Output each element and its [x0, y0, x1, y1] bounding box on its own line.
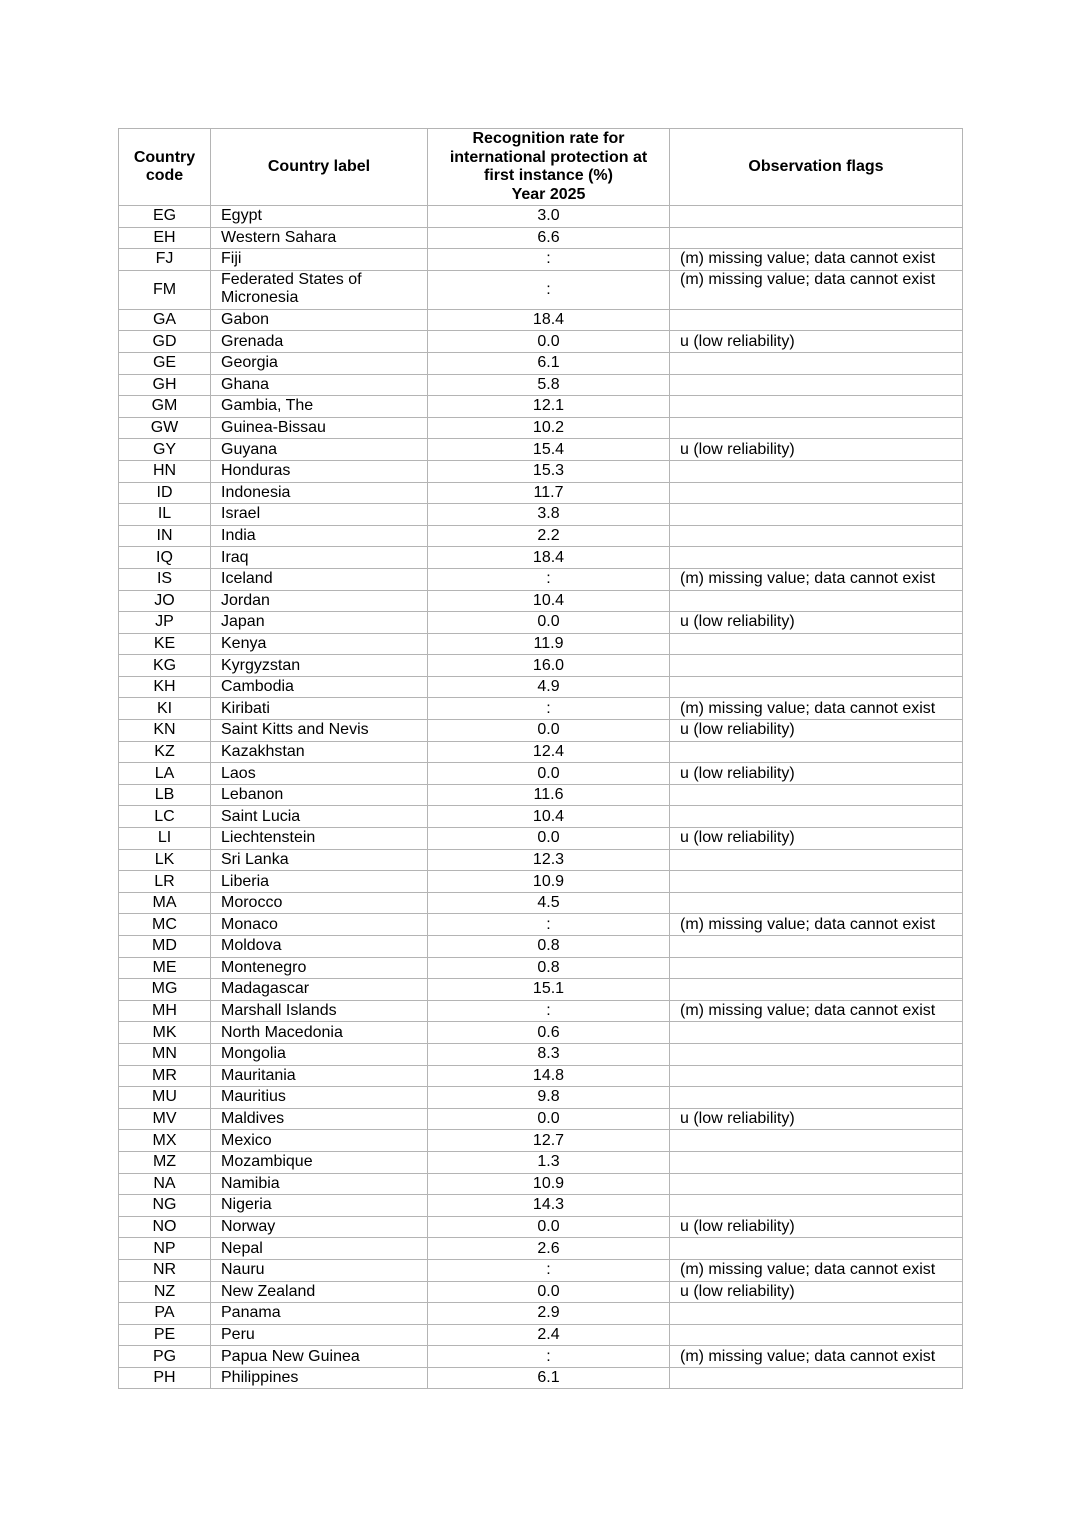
country-code-cell: NA — [119, 1173, 211, 1195]
table-row — [119, 1216, 963, 1238]
recognition-rate-cell: 5.8 — [428, 374, 670, 396]
country-label-cell: Kyrgyzstan — [211, 655, 428, 677]
table-row — [119, 547, 963, 569]
observation-flag-cell — [670, 1130, 963, 1152]
table-row — [119, 1173, 963, 1195]
observation-flag-cell — [670, 396, 963, 418]
observation-flag-cell — [670, 206, 963, 228]
table-row — [119, 249, 963, 271]
recognition-rate-cell: 3.8 — [428, 504, 670, 526]
table-row — [119, 1195, 963, 1217]
table-row — [119, 741, 963, 763]
country-code-cell: IN — [119, 525, 211, 547]
country-label-cell: Federated States of Micronesia — [211, 270, 428, 309]
table-row — [119, 1281, 963, 1303]
recognition-rate-cell: 10.9 — [428, 871, 670, 893]
country-code-cell: LC — [119, 806, 211, 828]
country-code-cell: MH — [119, 1000, 211, 1022]
country-label-cell: Mauritius — [211, 1087, 428, 1109]
table-row — [119, 763, 963, 785]
country-label-cell: Lebanon — [211, 784, 428, 806]
recognition-rate-cell: 0.8 — [428, 957, 670, 979]
country-label-cell: Grenada — [211, 331, 428, 353]
recognition-rate-cell: 18.4 — [428, 309, 670, 331]
recognition-rate-cell: : — [428, 249, 670, 271]
country-label-cell: Iraq — [211, 547, 428, 569]
country-code-cell: MC — [119, 914, 211, 936]
country-label-cell: Cambodia — [211, 676, 428, 698]
table-row — [119, 914, 963, 936]
recognition-rate-cell: 15.1 — [428, 979, 670, 1001]
observation-flag-cell: (m) missing value; data cannot exist — [670, 1259, 963, 1281]
table-row — [119, 806, 963, 828]
observation-flag-cell — [670, 227, 963, 249]
observation-flag-cell — [670, 1065, 963, 1087]
header-recognition-rate — [428, 129, 670, 206]
recognition-rate-cell: : — [428, 1000, 670, 1022]
observation-flag-cell: u (low reliability) — [670, 828, 963, 850]
country-label-cell: Nepal — [211, 1238, 428, 1260]
observation-flag-cell — [670, 504, 963, 526]
observation-flag-cell: u (low reliability) — [670, 720, 963, 742]
country-label-cell: Kiribati — [211, 698, 428, 720]
country-code-cell: PG — [119, 1346, 211, 1368]
table-row — [119, 374, 963, 396]
observation-flag-cell — [670, 979, 963, 1001]
header-recognition-rate-line-1: Recognition rate for — [472, 130, 625, 147]
table-header-row — [119, 129, 963, 206]
observation-flag-cell — [670, 1195, 963, 1217]
table-row — [119, 504, 963, 526]
recognition-rate-cell: 11.6 — [428, 784, 670, 806]
observation-flag-cell — [670, 957, 963, 979]
country-code-cell: JO — [119, 590, 211, 612]
observation-flag-cell — [670, 352, 963, 374]
header-recognition-rate-line-2: international protection at — [449, 148, 648, 166]
recognition-rate-cell: 2.6 — [428, 1238, 670, 1260]
recognition-rate-cell: 4.5 — [428, 892, 670, 914]
observation-flag-cell — [670, 460, 963, 482]
country-code-cell: GE — [119, 352, 211, 374]
recognition-rate-cell: 0.0 — [428, 1216, 670, 1238]
table-row — [119, 352, 963, 374]
country-code-cell: HN — [119, 460, 211, 482]
observation-flag-cell — [670, 633, 963, 655]
observation-flag-cell: (m) missing value; data cannot exist — [670, 698, 963, 720]
observation-flag-cell — [670, 1324, 963, 1346]
country-label-cell: Mauritania — [211, 1065, 428, 1087]
recognition-rate-cell: 6.6 — [428, 227, 670, 249]
recognition-rate-cell: 1.3 — [428, 1151, 670, 1173]
observation-flag-cell — [670, 1087, 963, 1109]
recognition-rate-cell: 10.2 — [428, 417, 670, 439]
table-body — [119, 206, 963, 1389]
recognition-rate-cell: 10.9 — [428, 1173, 670, 1195]
observation-flag-cell — [670, 1238, 963, 1260]
table-row — [119, 698, 963, 720]
header-recognition-rate-line-3: first instance (%) — [484, 167, 613, 184]
country-label-cell: Mozambique — [211, 1151, 428, 1173]
country-code-cell: KI — [119, 698, 211, 720]
country-label-cell: Gambia, The — [211, 396, 428, 418]
table-row — [119, 1238, 963, 1260]
country-label-cell: Peru — [211, 1324, 428, 1346]
country-code-cell: LR — [119, 871, 211, 893]
country-label-cell: Iceland — [211, 568, 428, 590]
table-row — [119, 612, 963, 634]
recognition-rate-cell: : — [428, 568, 670, 590]
recognition-rate-cell: 12.4 — [428, 741, 670, 763]
country-label-cell: Guinea-Bissau — [211, 417, 428, 439]
country-code-cell: GM — [119, 396, 211, 418]
country-label-cell: Jordan — [211, 590, 428, 612]
observation-flag-cell — [670, 547, 963, 569]
country-code-cell: NR — [119, 1259, 211, 1281]
header-recognition-rate-line-4: Year 2025 — [511, 185, 586, 203]
country-code-cell: MA — [119, 892, 211, 914]
header-observation-flags: Observation flags — [670, 129, 963, 206]
recognition-rate-cell: 10.4 — [428, 590, 670, 612]
country-label-cell: Marshall Islands — [211, 1000, 428, 1022]
observation-flag-cell: (m) missing value; data cannot exist — [670, 270, 963, 309]
country-code-cell: GH — [119, 374, 211, 396]
country-label-cell: Saint Kitts and Nevis — [211, 720, 428, 742]
recognition-rate-cell: 0.0 — [428, 763, 670, 785]
country-code-cell: ME — [119, 957, 211, 979]
recognition-rate-cell: : — [428, 914, 670, 936]
country-label-cell: Western Sahara — [211, 227, 428, 249]
recognition-rate-cell: 15.3 — [428, 460, 670, 482]
country-label-cell: Morocco — [211, 892, 428, 914]
table-row — [119, 871, 963, 893]
country-code-cell: FJ — [119, 249, 211, 271]
country-code-cell: EG — [119, 206, 211, 228]
recognition-rate-cell: 11.9 — [428, 633, 670, 655]
table-row — [119, 439, 963, 461]
country-code-cell: ID — [119, 482, 211, 504]
recognition-rate-cell: 4.9 — [428, 676, 670, 698]
country-label-cell: Nauru — [211, 1259, 428, 1281]
country-code-cell: LI — [119, 828, 211, 850]
country-label-cell: Papua New Guinea — [211, 1346, 428, 1368]
table-row — [119, 1303, 963, 1325]
table-row — [119, 590, 963, 612]
country-label-cell: Nigeria — [211, 1195, 428, 1217]
recognition-rate-cell: : — [428, 270, 670, 309]
observation-flag-cell: u (low reliability) — [670, 763, 963, 785]
country-label-cell: North Macedonia — [211, 1022, 428, 1044]
recognition-rate-cell: 12.7 — [428, 1130, 670, 1152]
country-label-cell: Mongolia — [211, 1043, 428, 1065]
recognition-rate-cell: 16.0 — [428, 655, 670, 677]
country-label-cell: Sri Lanka — [211, 849, 428, 871]
table-row — [119, 396, 963, 418]
document-page — [118, 128, 962, 1389]
table-row — [119, 568, 963, 590]
recognition-rate-cell: 14.8 — [428, 1065, 670, 1087]
country-code-cell: LK — [119, 849, 211, 871]
observation-flag-cell — [670, 309, 963, 331]
table-row — [119, 1065, 963, 1087]
observation-flag-cell — [670, 1151, 963, 1173]
observation-flag-cell — [670, 482, 963, 504]
table-row — [119, 936, 963, 958]
observation-flag-cell: u (low reliability) — [670, 1281, 963, 1303]
observation-flag-cell: (m) missing value; data cannot exist — [670, 1000, 963, 1022]
country-label-cell: India — [211, 525, 428, 547]
recognition-rate-cell: 0.0 — [428, 1108, 670, 1130]
country-code-cell: IS — [119, 568, 211, 590]
country-code-cell: MZ — [119, 1151, 211, 1173]
country-code-cell: MN — [119, 1043, 211, 1065]
country-code-cell: MU — [119, 1087, 211, 1109]
country-label-cell: Madagascar — [211, 979, 428, 1001]
observation-flag-cell: u (low reliability) — [670, 612, 963, 634]
country-label-cell: Kazakhstan — [211, 741, 428, 763]
country-code-cell: PE — [119, 1324, 211, 1346]
table-row — [119, 1324, 963, 1346]
country-label-cell: Liberia — [211, 871, 428, 893]
recognition-rate-cell: : — [428, 698, 670, 720]
recognition-rate-cell: 9.8 — [428, 1087, 670, 1109]
table-row — [119, 1043, 963, 1065]
table-row — [119, 979, 963, 1001]
country-code-cell: KG — [119, 655, 211, 677]
country-label-cell: Liechtenstein — [211, 828, 428, 850]
country-code-cell: LA — [119, 763, 211, 785]
recognition-rate-cell: 2.2 — [428, 525, 670, 547]
country-code-cell: JP — [119, 612, 211, 634]
recognition-rate-cell: 2.4 — [428, 1324, 670, 1346]
observation-flag-cell — [670, 1367, 963, 1389]
observation-flag-cell: (m) missing value; data cannot exist — [670, 568, 963, 590]
observation-flag-cell: (m) missing value; data cannot exist — [670, 249, 963, 271]
country-code-cell: NP — [119, 1238, 211, 1260]
country-code-cell: MX — [119, 1130, 211, 1152]
recognition-rate-cell: 14.3 — [428, 1195, 670, 1217]
table-row — [119, 270, 963, 309]
observation-flag-cell: u (low reliability) — [670, 439, 963, 461]
country-label-cell: Fiji — [211, 249, 428, 271]
country-code-cell: MG — [119, 979, 211, 1001]
country-label-cell: Indonesia — [211, 482, 428, 504]
country-code-cell: GD — [119, 331, 211, 353]
observation-flag-cell: u (low reliability) — [670, 1108, 963, 1130]
country-label-cell: Namibia — [211, 1173, 428, 1195]
recognition-rate-cell: 0.0 — [428, 612, 670, 634]
recognition-rate-cell: 18.4 — [428, 547, 670, 569]
table-row — [119, 1087, 963, 1109]
recognition-rate-cell: 3.0 — [428, 206, 670, 228]
table-row — [119, 655, 963, 677]
country-label-cell: Moldova — [211, 936, 428, 958]
table-row — [119, 206, 963, 228]
table-row — [119, 849, 963, 871]
country-label-cell: Kenya — [211, 633, 428, 655]
country-code-cell: NG — [119, 1195, 211, 1217]
country-code-cell: KH — [119, 676, 211, 698]
country-code-cell: IQ — [119, 547, 211, 569]
table-row — [119, 1130, 963, 1152]
table-row — [119, 227, 963, 249]
table-row — [119, 1151, 963, 1173]
recognition-rate-cell: 0.0 — [428, 1281, 670, 1303]
table-row — [119, 676, 963, 698]
table-row — [119, 957, 963, 979]
country-label-cell: Ghana — [211, 374, 428, 396]
recognition-rate-cell: 6.1 — [428, 1367, 670, 1389]
table-row — [119, 720, 963, 742]
country-code-cell: GY — [119, 439, 211, 461]
table-row — [119, 460, 963, 482]
country-label-cell: Monaco — [211, 914, 428, 936]
country-label-cell: Montenegro — [211, 957, 428, 979]
recognition-rate-cell: 0.0 — [428, 720, 670, 742]
recognition-rate-cell: 0.0 — [428, 331, 670, 353]
table-row — [119, 784, 963, 806]
observation-flag-cell — [670, 655, 963, 677]
observation-flag-cell: u (low reliability) — [670, 331, 963, 353]
observation-flag-cell — [670, 1022, 963, 1044]
country-label-cell: Laos — [211, 763, 428, 785]
observation-flag-cell — [670, 1303, 963, 1325]
observation-flag-cell — [670, 936, 963, 958]
country-code-cell: MR — [119, 1065, 211, 1087]
table-row — [119, 309, 963, 331]
table-row — [119, 482, 963, 504]
country-label-cell: Guyana — [211, 439, 428, 461]
table-row — [119, 1022, 963, 1044]
country-label-cell: Norway — [211, 1216, 428, 1238]
header-country-code: Country code — [119, 129, 211, 206]
observation-flag-cell: (m) missing value; data cannot exist — [670, 1346, 963, 1368]
country-code-cell: FM — [119, 270, 211, 309]
recognition-rate-cell: : — [428, 1346, 670, 1368]
observation-flag-cell — [670, 590, 963, 612]
recognition-rate-cell: 6.1 — [428, 352, 670, 374]
country-label-cell: Mexico — [211, 1130, 428, 1152]
observation-flag-cell: (m) missing value; data cannot exist — [670, 914, 963, 936]
country-code-cell: EH — [119, 227, 211, 249]
observation-flag-cell — [670, 892, 963, 914]
table-row — [119, 417, 963, 439]
recognition-rate-cell: 10.4 — [428, 806, 670, 828]
country-label-cell: Saint Lucia — [211, 806, 428, 828]
observation-flag-cell — [670, 849, 963, 871]
observation-flag-cell: u (low reliability) — [670, 1216, 963, 1238]
recognition-rate-cell: 11.7 — [428, 482, 670, 504]
country-label-cell: Georgia — [211, 352, 428, 374]
country-label-cell: Israel — [211, 504, 428, 526]
country-label-cell: Gabon — [211, 309, 428, 331]
recognition-rate-cell: 0.0 — [428, 828, 670, 850]
observation-flag-cell — [670, 525, 963, 547]
country-code-cell: MK — [119, 1022, 211, 1044]
country-code-cell: KZ — [119, 741, 211, 763]
table-row — [119, 1000, 963, 1022]
country-code-cell: GA — [119, 309, 211, 331]
recognition-rate-cell: 0.8 — [428, 936, 670, 958]
table-row — [119, 1108, 963, 1130]
recognition-rate-cell: 12.3 — [428, 849, 670, 871]
country-label-cell: Egypt — [211, 206, 428, 228]
country-code-cell: NO — [119, 1216, 211, 1238]
country-code-cell: MV — [119, 1108, 211, 1130]
country-label-cell: Maldives — [211, 1108, 428, 1130]
table-row — [119, 1346, 963, 1368]
table-row — [119, 892, 963, 914]
table-row — [119, 633, 963, 655]
country-label-cell: Honduras — [211, 460, 428, 482]
country-code-cell: GW — [119, 417, 211, 439]
country-label-cell: Philippines — [211, 1367, 428, 1389]
country-label-cell: Panama — [211, 1303, 428, 1325]
table-row — [119, 331, 963, 353]
country-code-cell: IL — [119, 504, 211, 526]
recognition-rate-cell: 8.3 — [428, 1043, 670, 1065]
header-country-label: Country label — [211, 129, 428, 206]
observation-flag-cell — [670, 806, 963, 828]
recognition-rate-cell: 2.9 — [428, 1303, 670, 1325]
observation-flag-cell — [670, 417, 963, 439]
country-code-cell: KN — [119, 720, 211, 742]
recognition-rate-cell: 12.1 — [428, 396, 670, 418]
observation-flag-cell — [670, 1173, 963, 1195]
observation-flag-cell — [670, 374, 963, 396]
recognition-rate-table — [118, 128, 963, 1389]
country-code-cell: PA — [119, 1303, 211, 1325]
recognition-rate-cell: 0.6 — [428, 1022, 670, 1044]
observation-flag-cell — [670, 1043, 963, 1065]
country-label-cell: New Zealand — [211, 1281, 428, 1303]
observation-flag-cell — [670, 871, 963, 893]
observation-flag-cell — [670, 741, 963, 763]
country-code-cell: PH — [119, 1367, 211, 1389]
recognition-rate-cell: 15.4 — [428, 439, 670, 461]
country-code-cell: MD — [119, 936, 211, 958]
table-row — [119, 525, 963, 547]
table-row — [119, 1367, 963, 1389]
table-row — [119, 828, 963, 850]
country-code-cell: NZ — [119, 1281, 211, 1303]
country-label-cell: Japan — [211, 612, 428, 634]
country-code-cell: KE — [119, 633, 211, 655]
observation-flag-cell — [670, 784, 963, 806]
country-code-cell: LB — [119, 784, 211, 806]
table-row — [119, 1259, 963, 1281]
observation-flag-cell — [670, 676, 963, 698]
recognition-rate-cell: : — [428, 1259, 670, 1281]
